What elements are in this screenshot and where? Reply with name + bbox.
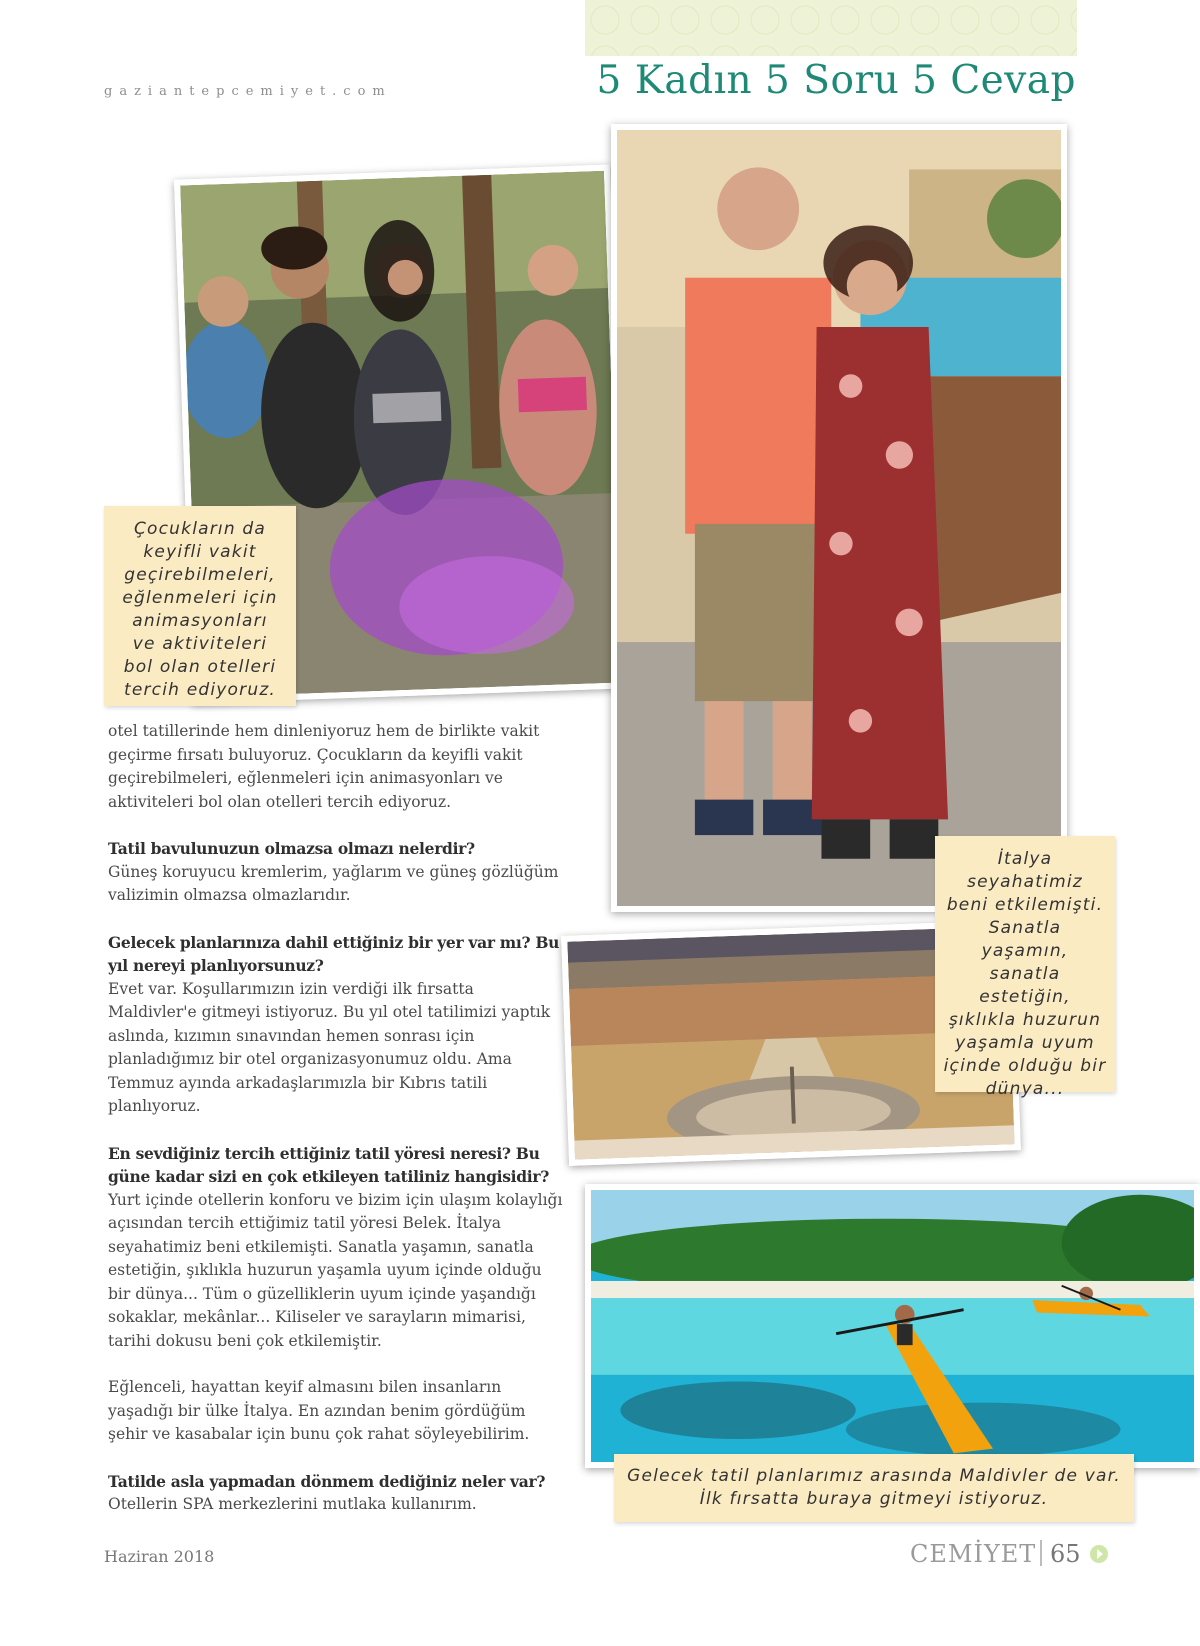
article-body bbox=[108, 720, 564, 1540]
italy-caption-note: İtalya seyahatimiz beni etkilemişti. Sanatla yaşamın, sanatla estetiğin, şıklıkla huzurun yaşamla uyum içinde olduğu bir dünya... bbox=[935, 836, 1115, 1092]
qa-block-1 bbox=[108, 837, 564, 908]
question-1: Tatil bavulunuzun olmazsa olmazı nelerdir? bbox=[108, 839, 475, 858]
maldives-caption-note: Gelecek tatil planlarımız arasında Maldivler de var. İlk fırsatta buraya gitmeyi istiyoruz. bbox=[614, 1454, 1134, 1522]
next-page-arrow-icon[interactable] bbox=[1090, 1545, 1108, 1563]
question-5: Tatilde asla yapmadan dönmem dediğiniz neler var? bbox=[108, 1471, 546, 1491]
answer-5: Otellerin SPA merkezlerini mutlaka kullanırım. bbox=[108, 1495, 477, 1513]
page-number: 65 bbox=[1050, 1540, 1081, 1568]
question-3: En sevdiğiniz tercih ettiğiniz tatil yöresi neresi? Bu güne kadar sizi en çok etkileyen tatiliniz hangisidir? bbox=[108, 1143, 550, 1186]
answer-3: Yurt içinde otellerin konforu ve bizim için ulaşım kolaylığı açısından tercih ettiğimiz tatil yöresi Belek. İtalya seyahatimiz beni etkilemişti. Sanatla yaşamın, sanatla estetiğin, şıklıkla huzurun yaşamla uyum içinde olduğu bir dünya... Tüm o güzelliklerin uyum içinde yaşandığı sokaklar, mekânlar... Kiliseler ve sarayların mimarisi, tarihi dokusu beni çok etkilemiştir. bbox=[108, 1190, 563, 1350]
qa-block-5 bbox=[108, 1470, 564, 1517]
answer-2: Evet var. Koşullarımızın izin verdiği ilk fırsatta Maldivler'e gitmeyi istiyoruz. Bu yıl otel tatilimizi yaptık aslında, kızımın sınavından hemen sonrası için planladığımız bir otel organizasyonumuz oldu. Ama Temmuz ayında arkadaşlarımızla bir Kıbrıs tatili planlıyoruz. bbox=[108, 979, 551, 1115]
qa-block-3 bbox=[108, 1142, 564, 1354]
footer-divider bbox=[1040, 1540, 1042, 1566]
qa-block-2 bbox=[108, 931, 564, 1119]
article-intro: otel tatillerinde hem dinleniyoruz hem de birlikte vakit geçirme fırsatı buluyoruz. Çocukların da keyifli vakit geçirebilmeleri, eğlenmeleri için animasyonları ve aktiviteleri bol olan otelleri tercih ediyoruz. bbox=[108, 722, 540, 811]
answer-1: Güneş koruyucu kremlerim, yağlarım ve güneş gözlüğüm valizimin olmazsa olmazlarıdır. bbox=[108, 862, 559, 904]
magazine-brand: CEMİYET bbox=[910, 1540, 1037, 1568]
maldives-photo bbox=[585, 1184, 1200, 1468]
header-decorative-pattern bbox=[585, 0, 1077, 56]
issue-date: Haziran 2018 bbox=[104, 1547, 215, 1566]
page-title: 5 Kadın 5 Soru 5 Cevap bbox=[596, 58, 1076, 103]
site-url: gaziantepcemiyet.com bbox=[104, 84, 392, 99]
couple-photo bbox=[611, 124, 1067, 912]
kids-caption-note: Çocukların da keyifli vakit geçirebilmeleri, eğlenmeleri için animasyonları ve aktiviteleri bol olan otelleri tercih ediyoruz. bbox=[104, 506, 296, 706]
article-paragraph-4: Eğlenceli, hayattan keyif almasını bilen insanların yaşadığı bir ülke İtalya. En azından benim gördüğüm şehir ve kasabalar için bunu çok rahat söyleyebilirim. bbox=[108, 1378, 530, 1443]
question-2: Gelecek planlarınıza dahil ettiğiniz bir yer var mı? Bu yıl nereyi planlıyorsunuz? bbox=[108, 932, 560, 975]
